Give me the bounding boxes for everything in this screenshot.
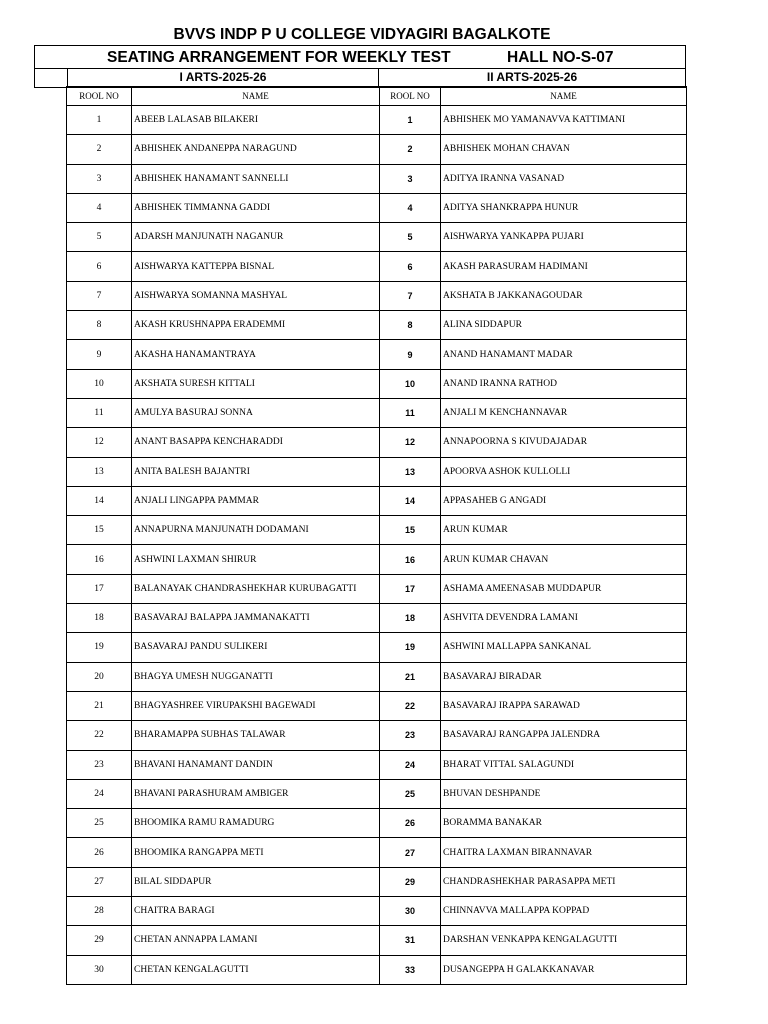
class-1-label: I ARTS-2025-26 [67, 69, 379, 87]
name-cell-2: AKSHATA B JAKKANAGOUDAR [441, 281, 687, 310]
roll-no-cell-2: 12 [380, 428, 441, 457]
name-cell-2: ABHISHEK MOHAN CHAVAN [441, 135, 687, 164]
table-row [67, 486, 687, 515]
roll-no-cell-1: 24 [67, 779, 132, 808]
name-cell-1: BASAVARAJ PANDU SULIKERI [132, 633, 380, 662]
table-row [67, 398, 687, 427]
name-cell-2: ARUN KUMAR CHAVAN [441, 545, 687, 574]
table-row [67, 340, 687, 369]
name-cell-1: AMULYA BASURAJ SONNA [132, 398, 380, 427]
name-cell-1: BILAL SIDDAPUR [132, 867, 380, 896]
subtitle: SEATING ARRANGEMENT FOR WEEKLY TEST [107, 49, 451, 66]
roll-no-cell-1: 13 [67, 457, 132, 486]
roll-no-cell-2: 2 [380, 135, 441, 164]
roll-no-cell-1: 12 [67, 428, 132, 457]
roll-no-cell-1: 8 [67, 311, 132, 340]
roll-no-cell-2: 14 [380, 486, 441, 515]
name-cell-1: ADARSH MANJUNATH NAGANUR [132, 223, 380, 252]
roll-no-cell-1: 27 [67, 867, 132, 896]
roll-no-cell-1: 10 [67, 369, 132, 398]
roll-no-cell-2: 5 [380, 223, 441, 252]
roll-no-cell-1: 29 [67, 926, 132, 955]
name-cell-1: ABHISHEK ANDANEPPA NARAGUND [132, 135, 380, 164]
seating-table [66, 86, 687, 985]
roll-no-cell-1: 21 [67, 691, 132, 720]
table-row [67, 369, 687, 398]
roll-no-cell-2: 31 [380, 926, 441, 955]
name-cell-1: ANJALI LINGAPPA PAMMAR [132, 486, 380, 515]
roll-no-cell-1: 9 [67, 340, 132, 369]
name-cell-1: AISHWARYA SOMANNA MASHYAL [132, 281, 380, 310]
roll-no-cell-2: 29 [380, 867, 441, 896]
name-cell-1: CHETAN KENGALAGUTTI [132, 955, 380, 984]
column-header-row [67, 87, 687, 106]
roll-no-cell-2: 30 [380, 897, 441, 926]
name-header-2: NAME [441, 87, 687, 106]
name-cell-2: DARSHAN VENKAPPA KENGALAGUTTI [441, 926, 687, 955]
roll-no-cell-2: 7 [380, 281, 441, 310]
roll-no-cell-2: 10 [380, 369, 441, 398]
name-cell-1: ABEEB LALASAB BILAKERI [132, 106, 380, 135]
roll-no-cell-2: 21 [380, 662, 441, 691]
name-cell-1: BHAVANI HANAMANT DANDIN [132, 750, 380, 779]
table-row [67, 106, 687, 135]
roll-no-cell-1: 23 [67, 750, 132, 779]
name-cell-2: ASHAMA AMEENASAB MUDDAPUR [441, 574, 687, 603]
name-cell-2: DUSANGEPPA H GALAKKANAVAR [441, 955, 687, 984]
table-row [67, 750, 687, 779]
roll-no-cell-1: 14 [67, 486, 132, 515]
roll-no-cell-2: 6 [380, 252, 441, 281]
name-cell-2: APOORVA ASHOK KULLOLLI [441, 457, 687, 486]
roll-no-cell-2: 4 [380, 193, 441, 222]
roll-no-cell-1: 15 [67, 516, 132, 545]
name-cell-2: ANAND HANAMANT MADAR [441, 340, 687, 369]
name-cell-2: BHARAT VITTAL SALAGUNDI [441, 750, 687, 779]
name-cell-2: AISHWARYA YANKAPPA PUJARI [441, 223, 687, 252]
name-cell-1: CHETAN ANNAPPA LAMANI [132, 926, 380, 955]
name-cell-2: ANJALI M KENCHANNAVAR [441, 398, 687, 427]
name-cell-1: ANITA BALESH BAJANTRI [132, 457, 380, 486]
table-row [67, 135, 687, 164]
name-cell-2: ABHISHEK MO YAMANAVVA KATTIMANI [441, 106, 687, 135]
roll-no-cell-2: 23 [380, 721, 441, 750]
roll-no-cell-1: 6 [67, 252, 132, 281]
roll-no-cell-2: 19 [380, 633, 441, 662]
table-row [67, 691, 687, 720]
table-row [67, 633, 687, 662]
table-row [67, 311, 687, 340]
class-header-row [34, 68, 686, 88]
roll-no-cell-1: 1 [67, 106, 132, 135]
table-row [67, 955, 687, 984]
name-cell-2: CHINNAVVA MALLAPPA KOPPAD [441, 897, 687, 926]
table-row [67, 662, 687, 691]
roll-no-cell-1: 4 [67, 193, 132, 222]
name-cell-1: ABHISHEK HANAMANT SANNELLI [132, 164, 380, 193]
table-row [67, 897, 687, 926]
roll-no-cell-2: 18 [380, 604, 441, 633]
roll-no-cell-2: 26 [380, 809, 441, 838]
roll-no-cell-2: 11 [380, 398, 441, 427]
table-row [67, 193, 687, 222]
roll-no-cell-2: 22 [380, 691, 441, 720]
roll-no-cell-1: 17 [67, 574, 132, 603]
name-cell-2: APPASAHEB G ANGADI [441, 486, 687, 515]
roll-no-cell-1: 18 [67, 604, 132, 633]
name-cell-1: AKASHA HANAMANTRAYA [132, 340, 380, 369]
roll-no-cell-2: 8 [380, 311, 441, 340]
roll-no-cell-1: 22 [67, 721, 132, 750]
roll-no-cell-2: 16 [380, 545, 441, 574]
table-row [67, 574, 687, 603]
name-cell-1: AISHWARYA KATTEPPA BISNAL [132, 252, 380, 281]
roll-no-header-1: ROOL NO [67, 87, 132, 106]
name-cell-2: BASAVARAJ IRAPPA SARAWAD [441, 691, 687, 720]
name-cell-2: ARUN KUMAR [441, 516, 687, 545]
name-cell-2: ANNAPOORNA S KIVUDAJADAR [441, 428, 687, 457]
name-cell-2: ADITYA SHANKRAPPA HUNUR [441, 193, 687, 222]
roll-no-cell-1: 7 [67, 281, 132, 310]
hall-number: HALL NO-S-07 [507, 49, 614, 66]
name-cell-1: CHAITRA BARAGI [132, 897, 380, 926]
subtitle-row [34, 45, 686, 69]
name-cell-1: BHARAMAPPA SUBHAS TALAWAR [132, 721, 380, 750]
roll-no-cell-2: 24 [380, 750, 441, 779]
roll-no-cell-1: 3 [67, 164, 132, 193]
roll-no-cell-2: 9 [380, 340, 441, 369]
name-cell-1: BALANAYAK CHANDRASHEKHAR KURUBAGATTI [132, 574, 380, 603]
table-row [67, 838, 687, 867]
roll-no-cell-2: 33 [380, 955, 441, 984]
table-row [67, 926, 687, 955]
name-cell-2: ANAND IRANNA RATHOD [441, 369, 687, 398]
roll-no-cell-2: 1 [380, 106, 441, 135]
name-cell-2: BASAVARAJ RANGAPPA JALENDRA [441, 721, 687, 750]
name-cell-2: ADITYA IRANNA VASANAD [441, 164, 687, 193]
name-cell-2: AKASH PARASURAM HADIMANI [441, 252, 687, 281]
roll-no-cell-1: 2 [67, 135, 132, 164]
name-cell-1: ASHWINI LAXMAN SHIRUR [132, 545, 380, 574]
roll-no-cell-1: 25 [67, 809, 132, 838]
roll-no-cell-1: 16 [67, 545, 132, 574]
table-row [67, 545, 687, 574]
class-2-label: II ARTS-2025-26 [486, 70, 578, 84]
name-cell-1: ABHISHEK TIMMANNA GADDI [132, 193, 380, 222]
table-row [67, 809, 687, 838]
name-cell-2: ASHVITA DEVENDRA LAMANI [441, 604, 687, 633]
roll-no-cell-1: 5 [67, 223, 132, 252]
name-cell-1: AKASH KRUSHNAPPA ERADEMMI [132, 311, 380, 340]
name-cell-2: BORAMMA BANAKAR [441, 809, 687, 838]
name-cell-1: ANNAPURNA MANJUNATH DODAMANI [132, 516, 380, 545]
name-cell-1: BASAVARAJ BALAPPA JAMMANAKATTI [132, 604, 380, 633]
name-cell-2: BHUVAN DESHPANDE [441, 779, 687, 808]
name-cell-2: ALINA SIDDAPUR [441, 311, 687, 340]
name-cell-1: BHAVANI PARASHURAM AMBIGER [132, 779, 380, 808]
table-row [67, 457, 687, 486]
roll-no-cell-2: 17 [380, 574, 441, 603]
table-row [67, 428, 687, 457]
name-cell-1: BHOOMIKA RAMU RAMADURG [132, 809, 380, 838]
roll-no-cell-1: 20 [67, 662, 132, 691]
table-row [67, 164, 687, 193]
name-cell-1: BHAGYASHREE VIRUPAKSHI BAGEWADI [132, 691, 380, 720]
roll-no-cell-2: 15 [380, 516, 441, 545]
college-title: BVVS INDP P U COLLEGE VIDYAGIRI BAGALKOTE [173, 26, 551, 43]
roll-no-header-2: ROOL NO [380, 87, 441, 106]
roll-no-cell-1: 26 [67, 838, 132, 867]
roll-no-cell-1: 11 [67, 398, 132, 427]
roll-no-cell-2: 27 [380, 838, 441, 867]
roll-no-cell-1: 28 [67, 897, 132, 926]
table-row [67, 281, 687, 310]
table-row [67, 516, 687, 545]
name-cell-2: CHANDRASHEKHAR PARASAPPA METI [441, 867, 687, 896]
name-cell-1: BHOOMIKA RANGAPPA METI [132, 838, 380, 867]
name-header-1: NAME [132, 87, 380, 106]
roll-no-cell-2: 25 [380, 779, 441, 808]
table-row [67, 721, 687, 750]
name-cell-2: CHAITRA LAXMAN BIRANNAVAR [441, 838, 687, 867]
roll-no-cell-1: 19 [67, 633, 132, 662]
table-row [67, 604, 687, 633]
name-cell-1: BHAGYA UMESH NUGGANATTI [132, 662, 380, 691]
table-row [67, 867, 687, 896]
table-row [67, 223, 687, 252]
table-row [67, 252, 687, 281]
roll-no-cell-2: 13 [380, 457, 441, 486]
name-cell-1: AKSHATA SURESH KITTALI [132, 369, 380, 398]
roll-no-cell-1: 30 [67, 955, 132, 984]
name-cell-2: BASAVARAJ BIRADAR [441, 662, 687, 691]
roll-no-cell-2: 3 [380, 164, 441, 193]
name-cell-1: ANANT BASAPPA KENCHARADDI [132, 428, 380, 457]
table-row [67, 779, 687, 808]
name-cell-2: ASHWINI MALLAPPA SANKANAL [441, 633, 687, 662]
